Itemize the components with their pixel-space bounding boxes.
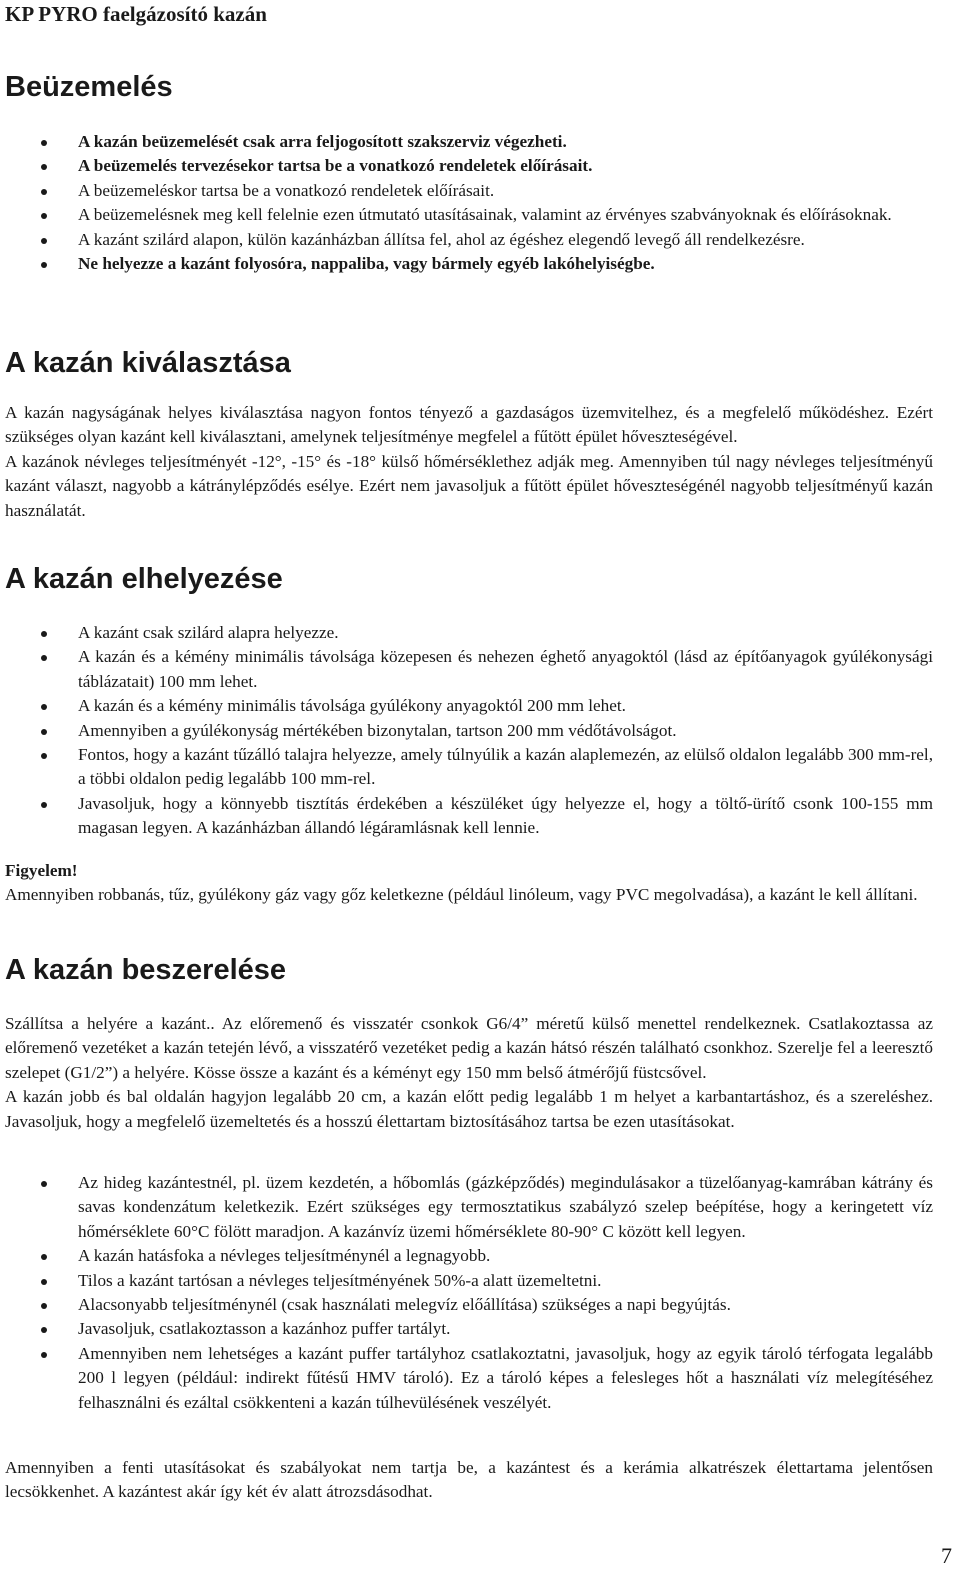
list-item: Alacsonyabb teljesítménynél (csak használati melegvíz előállítása) szükséges a napi begyújtás. xyxy=(5,1293,933,1317)
list-item: Javasoljuk, csatlakoztasson a kazánhoz puffer tartályt. xyxy=(5,1317,933,1341)
paragraph: A kazánok névleges teljesítményét -12°, -15° és -18° külső hőmérséklethez adják meg. Amennyiben túl nagy névleges teljesítményű kazánt választ, nagyobb a kátránylépződés esélye. Ezért nem javasoljuk a fűtött épület hőveszteségénél nagyobb teljesítményű kazán használatát. xyxy=(5,451,933,520)
list-item: A kazán hatásfoka a névleges teljesítménynél a legnagyobb. xyxy=(5,1244,933,1268)
list-item: Tilos a kazánt tartósan a névleges teljesítményének 50%-a alatt üzemeltetni. xyxy=(5,1269,933,1293)
installation-list xyxy=(5,1171,933,1415)
list-item: Amennyiben nem lehetséges a kazánt puffer tartályhoz csatlakoztatni, javasoljuk, hogy az egyik tároló térfogata legalább 200 l legyen (például: indirekt fűtésű HMV tároló). Ez a tároló képes a felesleges hőt a használati víz melegítéséhez felhasználni és ezáltal csökkenteni a kazán túlhevülésének veszélyét. xyxy=(5,1342,933,1415)
list-item: A beüzemelés tervezésekor tartsa be a vonatkozó rendeletek előírásait. xyxy=(5,154,933,178)
selection-body xyxy=(5,401,933,523)
list-item: A kazán és a kémény minimális távolsága gyúlékony anyagoktól 200 mm lehet. xyxy=(5,694,933,718)
list-item: Amennyiben a gyúlékonyság mértékében bizonytalan, tartson 200 mm védőtávolságot. xyxy=(5,719,933,743)
section-title-selection: A kazán kiválasztása xyxy=(5,347,291,379)
paragraph: Szállítsa a helyére a kazánt.. Az előremenő és visszatér csonkok G6/4” méretű külső menettel rendelkeznek. Csatlakoztassa az előremenő vezetéket a kazán tetején lévő, a visszatérő vezetéket pedig a kazán hátsó részén található csonkhoz. Szerelje fel a leeresztő szelepet (G1/2”) a helyére. Kösse össze a kazánt és a kéményt egy 150 mm belső átmérőjű füstcsővel. xyxy=(5,1014,933,1082)
list-item: A beüzemeléskor tartsa be a vonatkozó rendeletek előírásait. xyxy=(5,179,933,203)
warning-block xyxy=(5,859,933,908)
paragraph: A kazán nagyságának helyes kiválasztása nagyon fontos tényező a gazdaságos üzemvitelhez, és a megfelelő működéshez. Ezért szükséges olyan kazánt kell kiválasztani, amelynek teljesítménye megfelel a fűtött épület hőveszteségével. xyxy=(5,403,933,447)
list-item: Ne helyezze a kazánt folyosóra, nappaliba, vagy bármely egyéb lakóhelyiségbe. xyxy=(5,252,933,276)
warning-title: Figyelem! xyxy=(5,861,78,880)
warning-text: Amennyiben robbanás, tűz, gyúlékony gáz vagy gőz keletkezne (például linóleum, vagy PVC megolvadása), a kazánt le kell állítani. xyxy=(5,885,918,905)
paragraph: A kazán jobb és bal oldalán hagyjon legalább 20 cm, a kazán előtt pedig legalább 1 m helyet a karbantartáshoz, és a szereléshez. Javasoljuk, hogy a megfelelő üzemeltetés és a hosszú élettartam biztosításához tartsa be ezen utasításokat. xyxy=(5,1087,933,1131)
list-item: A kazán beüzemelését csak arra feljogosított szakszerviz végezheti. xyxy=(5,130,933,154)
installation-body xyxy=(5,1012,933,1134)
paragraph: Amennyiben a fenti utasításokat és szabályokat nem tartja be, a kazántest és a kerámia alkatrészek élettartama jelentősen lecsökkenhet. A kazántest akár így két év alatt átrozsdásodhat. xyxy=(5,1458,933,1502)
list-item: Az hideg kazántestnél, pl. üzem kezdetén, a hőbomlás (gázképződés) megindulásakor a tüzelőanyag-kamrában kátrány és savas kondenzátum keletkezik. Ezért szükséges egy termosztatikus szabályzó szelep beépítése, hogy a keringetett víz hőmérséklete 60°C fölött maradjon. A kazánvíz üzemi hőmérséklete 80-90° C között kell legyen. xyxy=(5,1171,933,1244)
list-item: Fontos, hogy a kazánt tűzálló talajra helyezze, amely túlnyúlik a kazán alaplemezén, az elülső oldalon legalább 300 mm-rel, a többi oldalon pedig legalább 100 mm-rel. xyxy=(5,743,933,792)
section-title-commissioning: Beüzemelés xyxy=(5,71,173,103)
section-title-installation: A kazán beszerelése xyxy=(5,954,287,986)
closing-paragraph xyxy=(5,1456,933,1505)
list-item: Javasoljuk, hogy a könnyebb tisztítás érdekében a készüléket úgy helyezze el, hogy a töltő-ürítő csonk 100-155 mm magasan legyen. A kazánházban állandó légáramlásnak kell lennie. xyxy=(5,792,933,841)
list-item: A kazán és a kémény minimális távolsága közepesen és nehezen éghető anyagoktól (lásd az építőanyagok gyúlékonysági táblázatait) 100 mm lehet. xyxy=(5,645,933,694)
document-header: KP PYRO faelgázosító kazán xyxy=(5,2,267,26)
section-title-placement: A kazán elhelyezése xyxy=(5,563,283,595)
list-item: A kazánt csak szilárd alapra helyezze. xyxy=(5,621,933,645)
commissioning-list xyxy=(5,130,933,276)
list-item: A beüzemelésnek meg kell felelnie ezen útmutató utasításainak, valamint az érvényes szabványoknak és előírásoknak. xyxy=(5,203,933,227)
list-item: A kazánt szilárd alapon, külön kazánházban állítsa fel, ahol az égéshez elegendő levegő áll rendelkezésre. xyxy=(5,228,933,252)
page-number: 7 xyxy=(941,1543,952,1568)
placement-list xyxy=(5,621,933,841)
